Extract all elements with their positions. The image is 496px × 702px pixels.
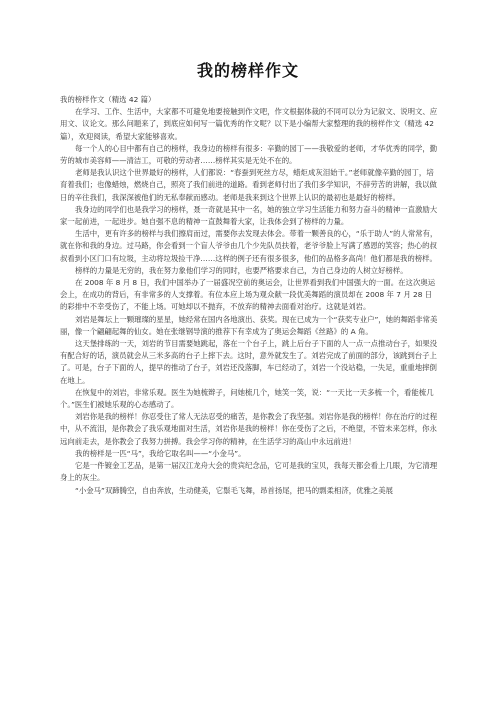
- paragraph: 它是一件镀金工艺品，是第一届汉江龙舟大会的贵宾纪念品，它可是我的宝贝，我每天都会看上几眼，为它清理身上的灰尘。: [60, 461, 438, 483]
- paragraph: 这天堡排练的一天，刘岩的节目需要她跳起，落在一个台子上，跳上后台子下面的人一点一点推动台子，如果没有配合好的话，演员就会从三米多高的台子上摔下去。这时，意外就发生了。刘岩完成了前面的部分，该跳到台子上了。可是，台子下面的人，提早的推动了台子，刘岩还没落脚，车已经动了，刘岩一个没站稳，一失足，重重地摔倒在地上。: [60, 339, 438, 385]
- paragraph: 我的榜样是一匹“马”，我给它取名叫——“小金马”。: [75, 448, 246, 458]
- paragraph: 老师是我认识这个世界最好的榜样，人们都说：“春蚕到死丝方尽，蜡炬成灰泪始干。”老师就像辛勤的园丁，培育着我们；也像蜡烛，燃烧自己，照亮了我们前进的道路。看到老师付出了我们多学知识，不辞劳苦的讲解，我以做日的辛往我们，我深深被他们的无私奉献而感动。老师是我来到这个世界上认识的最初也是最好的榜样。: [60, 168, 437, 202]
- paragraph: 在学习、工作、生活中，大家都不可避免地要接触到作文吧，作文根据体裁的不同可以分为记叙文、说明文、应用文、议论文。那么问题来了，到底应如何写一篇优秀的作文呢？以下是小编帮大家整理的我的榜样作文（精选 42 篇），欢迎阅读，希望大家能够喜欢。: [60, 107, 438, 141]
- paragraph: 刘岩你是我的榜样！你忍受住了常人无法忍受的痛苦，是你教会了我坚强。刘岩你是我的榜样！你在治疗的过程中，从不流泪，是你教会了我乐观地面对生活，刘岩你是我的榜样！你在受伤了之后，不绝望，不管未来怎样，你永远向前走去，是你教会了我努力拼搏。我会学习你的精神，在生活学习的高山中永远前进！: [60, 412, 438, 446]
- paragraph: 每一个人的心目中都有自己的榜样，我身边的榜样有很多：辛勤的园丁——我敬爱的老师，才华优秀的同学，勤劳的城市美容师——清洁工，可敬的劳动者……榜样其实是无处不在的。: [60, 143, 438, 166]
- paragraph: 我身边的同学们也是我学习的榜样，聂一奇就是其中一名，她的独立学习生活能力和努力奋斗的精神一直激励大家一起前进，一起进步。她自强不息的精神一直鼓舞着大家，让我体会到了榜样的力量。: [60, 204, 438, 227]
- document-body: [60, 94, 438, 497]
- paragraph: 刘岩是舞坛上一颗璀璨的星星，她经常在国内各地演出、获奖。现在已成为一个“获奖专业户”，她的舞蹈非常美丽，像一个翩翩起舞的仙女。她在张继钢导演的推荐下有幸成为了奥运会舞蹈《丝路》的 A 角。: [60, 314, 438, 336]
- paragraph: 生活中，更有许多的榜样与我们擦肩而过，需要你去发现去体会。带着一颗善良的心，“乐于助人”的人常常有，就在你和我的身边。过马路，你会看到一个盲人爷爷由几个少先队员扶着，老爷爷脸上写满了感恩的笑容；热心的叔叔看到小区门口有垃圾，主动将垃圾捡干净……这样的例子还有很多很多，他们的品格多高尚！他们都是我的榜样。: [60, 229, 438, 263]
- document-subtitle: 我的榜样作文（精选 42 篇）: [60, 95, 156, 104]
- paragraph: 在 2008 年 8 月 8 日，我们中国举办了一届盛况空前的奥运会，让世界看到我们中国强大的一面。在这次奥运会上，在成功的背后，有非常多的人支撑着。有位本应上场为观众献一段优美舞蹈的演员却在 2008 年 7 月 28 日的彩排中不幸受伤了，不能上场。可她却以不抛弃，不放弃的精神去面看对治疗。这就是刘岩。: [60, 278, 436, 312]
- paragraph: 榜样的力量是无穷的，我在努力象他们学习的同时，也要严格要求自己，为自己身边的人树立好榜样。: [75, 265, 408, 275]
- paragraph: 在恢复中的刘岩，非常乐观。医生为她梳辫子，问她梳几个，她笑一笑，说：“一天比一天多梳一个，看能梳几个。”医生们被她乐观的心态感动了。: [60, 387, 434, 410]
- paragraph: “小金马”双蹄腾空，自由奔放，生动健美，它鬃毛飞舞，昂首扬尾，把马的剽柔相济，优雅之美展: [75, 485, 394, 495]
- document-title: 我的榜样作文: [196, 61, 299, 80]
